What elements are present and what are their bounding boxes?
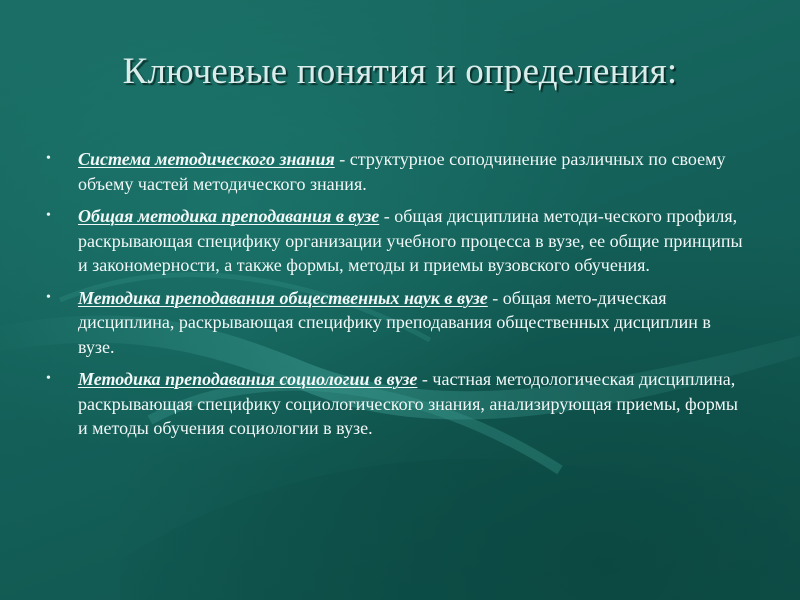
definition-term: Система методического знания [78, 149, 335, 169]
definition-text: - общая дисциплина методи-ческого профиля, раскрывающая специфику организации учебного процесса в вузе, ее общие принципы и закономерности, а также формы, методы и приемы вузовского обучения. [78, 206, 743, 275]
bullet-icon: • [46, 151, 51, 166]
list-item [46, 204, 746, 278]
swirl-stroke-dark [120, 459, 800, 600]
list-item [46, 286, 746, 360]
list-item [46, 367, 746, 441]
bullet-icon: • [46, 289, 51, 305]
bullet-icon: • [46, 371, 51, 386]
list-item [46, 147, 746, 196]
definition-term: Общая методика преподавания в вузе [78, 206, 380, 226]
definition-text: - частная методологическая дисциплина, раскрывающая специфику социологического знания, анализирующая приемы, формы и методы обучения социологии в вузе. [78, 369, 738, 438]
definition-text: - общая мето-дическая дисциплина, раскрывающая специфику преподавания общественных дисциплин в вузе. [78, 287, 711, 357]
definition-term: Методика преподавания общественных наук в вузе [78, 287, 488, 308]
definition-text: - структурное соподчинение различных по своему объему частей методического знания. [78, 149, 726, 194]
page-title: Ключевые понятия и определения: [122, 51, 678, 92]
definition-term: Методика преподавания социологии в вузе [78, 369, 418, 389]
definitions-list [46, 147, 746, 449]
bullet-icon: • [46, 208, 51, 223]
